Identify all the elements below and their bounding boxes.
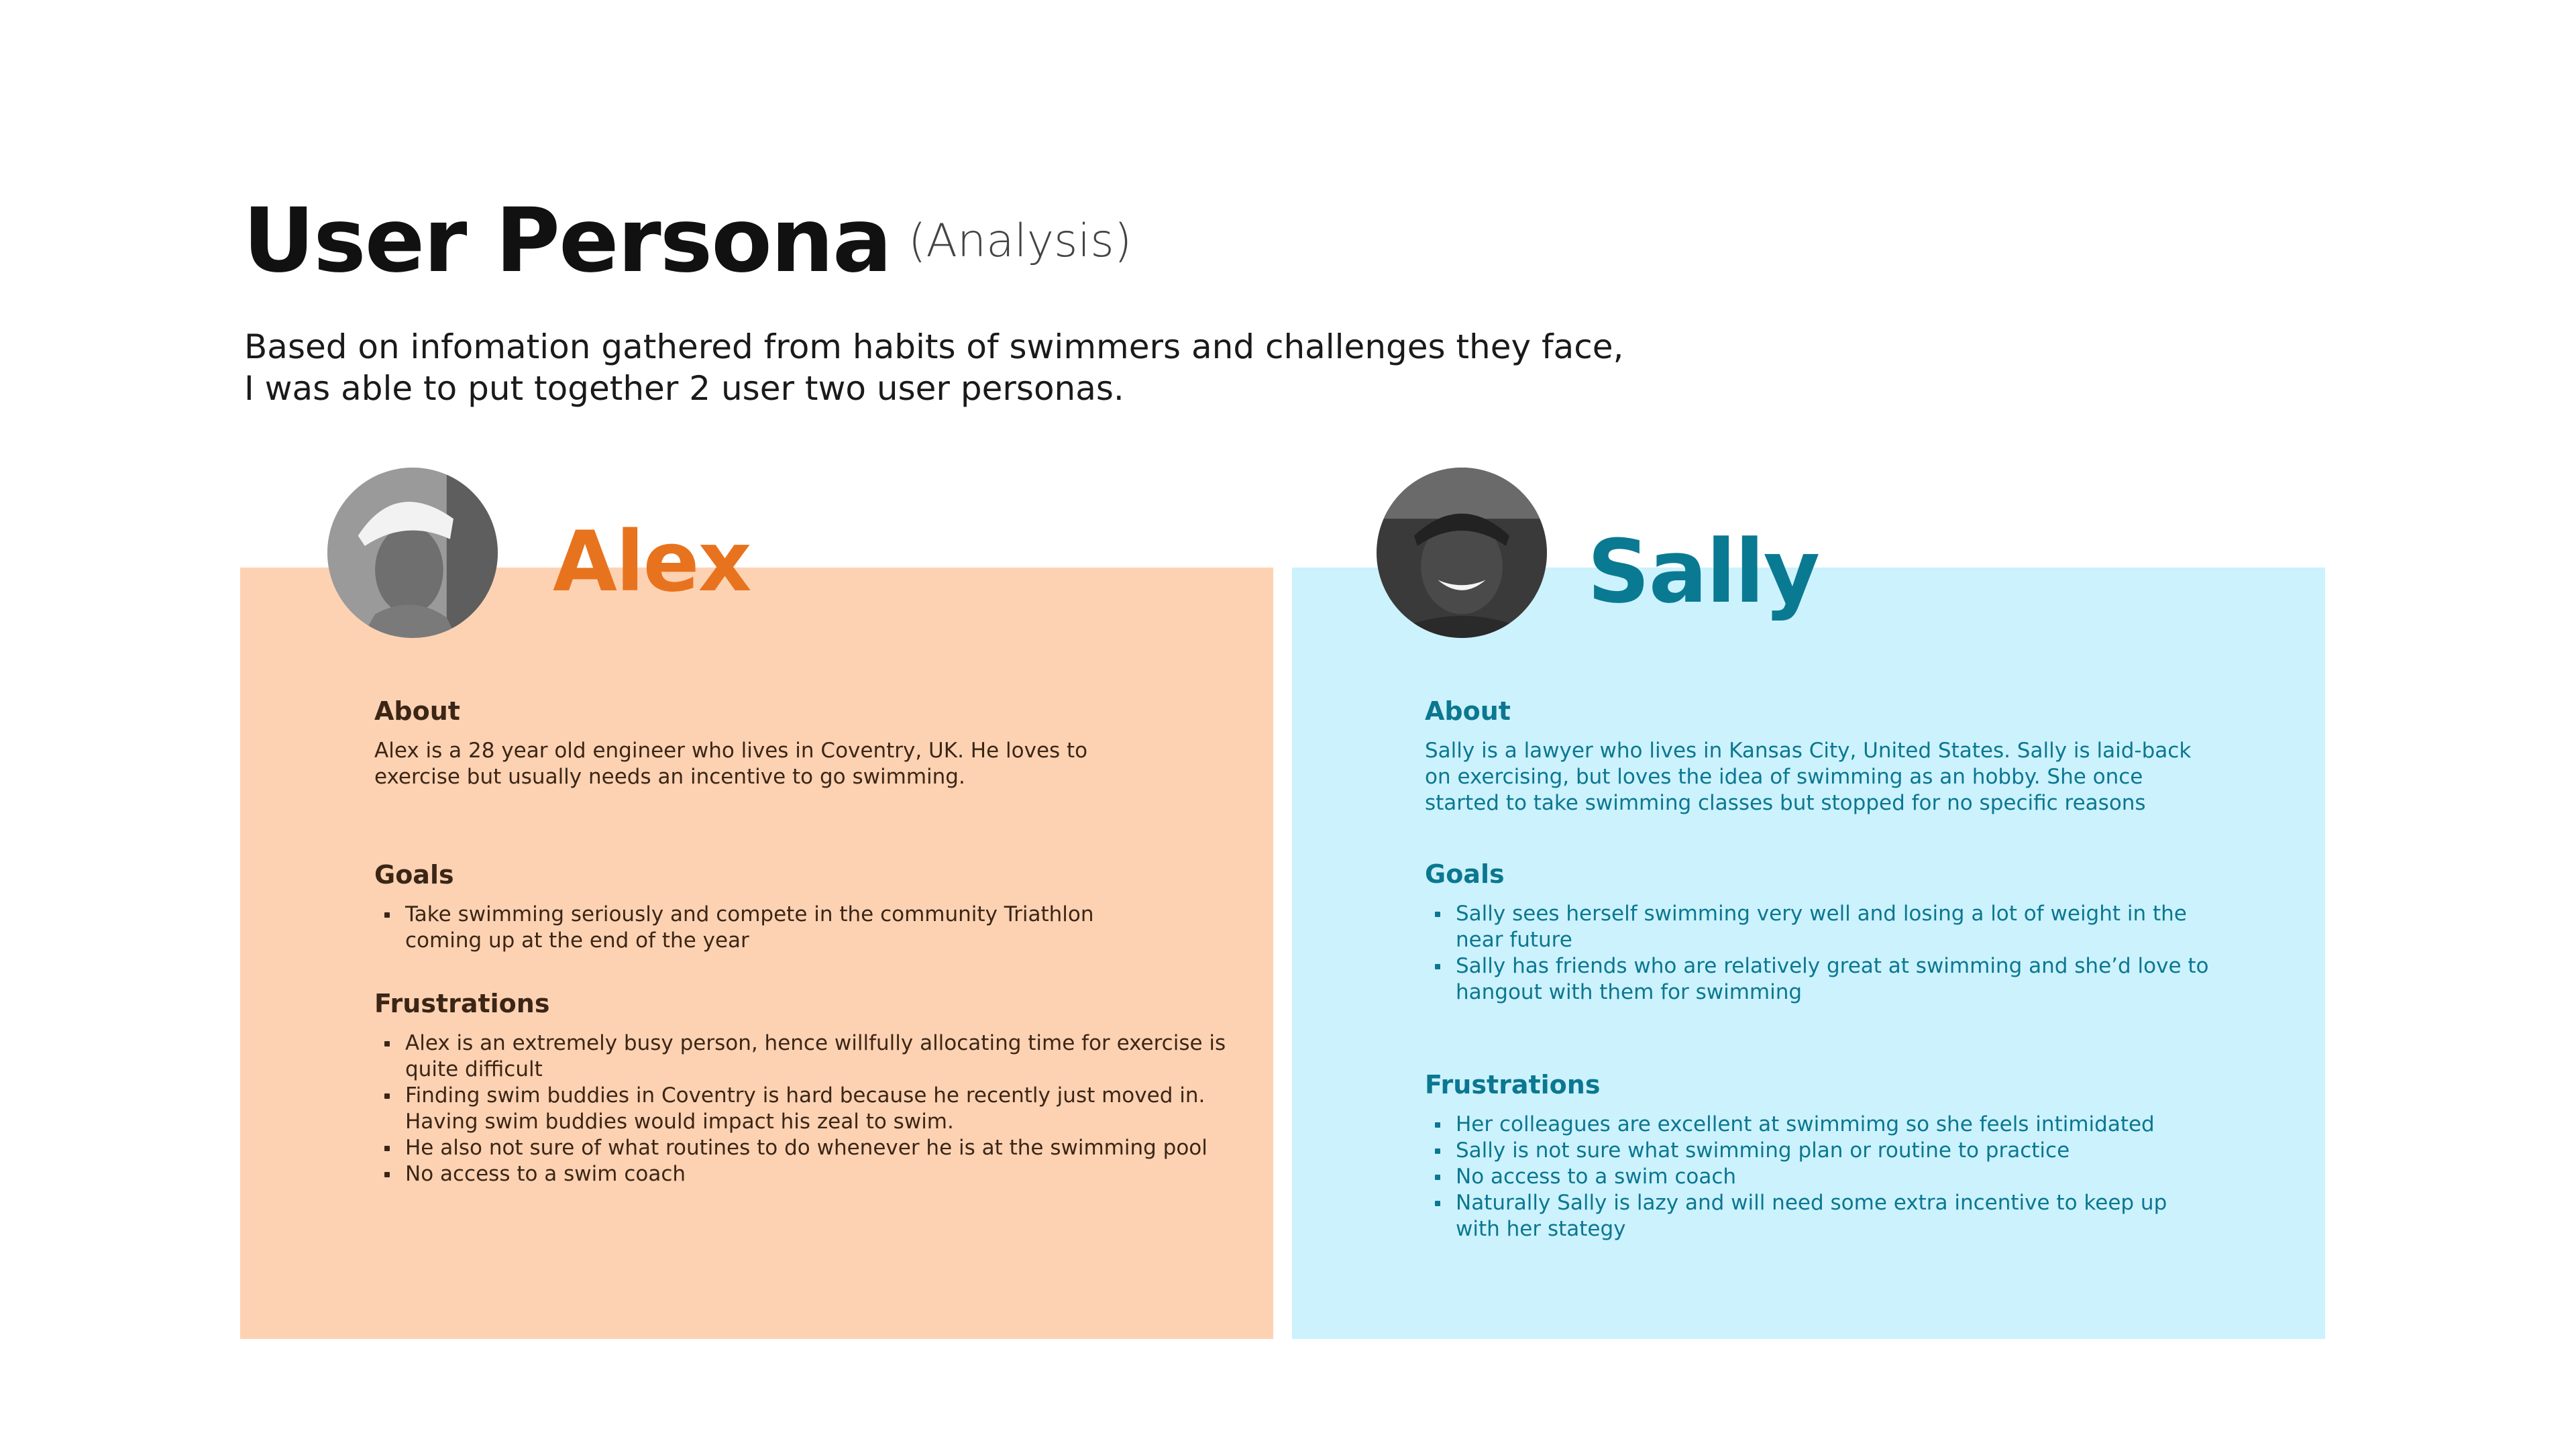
- intro-line: I was able to put together 2 user two user personas.: [244, 369, 1124, 408]
- about-text: [374, 738, 1233, 790]
- frustration-line: He also not sure of what routines to do whenever he is at the swimming pool: [405, 1136, 1208, 1160]
- frustrations-list: [1425, 1112, 2216, 1242]
- about-line: exercise but usually needs an incentive to go swimming.: [374, 765, 965, 789]
- about-title: About: [1425, 696, 1511, 726]
- intro-line: Based on infomation gathered from habits of swimmers and challenges they face,: [244, 327, 1624, 366]
- frustration-item: [374, 1161, 1233, 1187]
- frustration-item: [374, 1135, 1233, 1161]
- about-line: started to take swimming classes but stopped for no specific reasons: [1425, 791, 2146, 815]
- frustration-item: [374, 1030, 1233, 1083]
- goals-list: [1425, 901, 2216, 1006]
- goals-title: Goals: [1425, 859, 1505, 889]
- frustrations-title: Frustrations: [1425, 1070, 1601, 1099]
- frustrations-title: Frustrations: [374, 989, 550, 1018]
- goal-item: [1425, 953, 2216, 1006]
- about-line: Alex is a 28 year old engineer who lives in Coventry, UK. He loves to: [374, 739, 1088, 763]
- frustration-line: Finding swim buddies in Coventry is hard because he recently just moved in.: [405, 1083, 1205, 1108]
- persona-name-sally: Sally: [1587, 521, 1819, 623]
- frustration-line: Having swim buddies would impact his zeal to swim.: [405, 1110, 954, 1134]
- frustrations-list: [374, 1030, 1233, 1187]
- goal-line: near future: [1456, 928, 1572, 952]
- frustration-line: Alex is an extremely busy person, hence willfully allocating time for exercise is: [405, 1031, 1226, 1055]
- frustration-line: quite difficult: [405, 1057, 543, 1081]
- goal-line: Sally sees herself swimming very well and losing a lot of weight in the: [1456, 902, 2187, 926]
- frustration-item: [1425, 1164, 2216, 1190]
- about-title: About: [374, 696, 460, 726]
- avatar-sally-photo: [1377, 468, 1547, 638]
- frustration-line: No access to a swim coach: [1456, 1165, 1737, 1189]
- page-title-tag: (Analysis): [908, 215, 1132, 268]
- persona-content-sally: [1425, 691, 2216, 1242]
- goals-list: [374, 902, 1233, 954]
- goal-item: [1425, 901, 2216, 953]
- avatar-sally: [1377, 468, 1547, 638]
- about-line: on exercising, but loves the idea of swimming as an hobby. She once: [1425, 765, 2143, 789]
- avatar-alex-photo: [327, 468, 498, 638]
- frustration-line: No access to a swim coach: [405, 1162, 686, 1186]
- about-text: [1425, 738, 2216, 816]
- goals-title: Goals: [374, 860, 454, 890]
- goal-item: [374, 902, 1233, 954]
- about-line: Sally is a lawyer who lives in Kansas City, United States. Sally is laid-back: [1425, 739, 2192, 763]
- page-header: [243, 189, 1132, 292]
- frustration-line: Her colleagues are excellent at swimmimg so she feels intimidated: [1456, 1112, 2155, 1136]
- frustration-item: [1425, 1112, 2216, 1138]
- frustration-item: [1425, 1138, 2216, 1164]
- frustration-line: with her stategy: [1456, 1217, 1626, 1241]
- avatar-alex: [327, 468, 498, 638]
- goal-line: Take swimming seriously and compete in the community Triathlon: [405, 902, 1094, 926]
- frustration-item: [1425, 1190, 2216, 1242]
- persona-content-alex: [374, 691, 1233, 1187]
- frustration-line: Sally is not sure what swimming plan or routine to practice: [1456, 1138, 2070, 1163]
- page-title: User Persona: [243, 189, 891, 292]
- goal-line: hangout with them for swimming: [1456, 980, 1803, 1004]
- frustration-line: Naturally Sally is lazy and will need some extra incentive to keep up: [1456, 1191, 2167, 1215]
- goal-line: Sally has friends who are relatively great at swimming and she’d love to: [1456, 954, 2209, 978]
- goal-line: coming up at the end of the year: [405, 928, 749, 953]
- intro-text: [244, 326, 1787, 409]
- persona-name-alex: Alex: [553, 514, 751, 610]
- frustration-item: [374, 1083, 1233, 1135]
